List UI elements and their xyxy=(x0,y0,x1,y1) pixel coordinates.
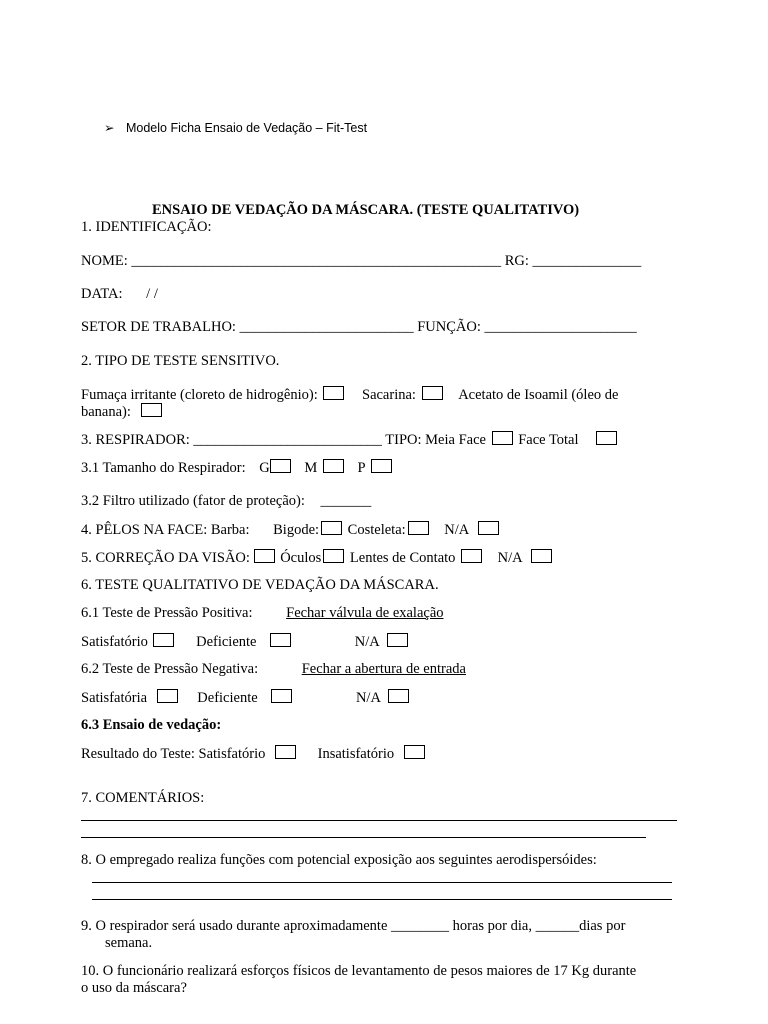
fumaca-label: Fumaça irritante (cloreto de hidrogênio): xyxy=(81,387,318,403)
face-total-checkbox[interactable] xyxy=(596,431,617,445)
section-2-heading: 2. TIPO DE TESTE SENSITIVO. xyxy=(81,353,280,369)
respirador-field[interactable]: __________________________ xyxy=(193,432,382,448)
face-total-label: Face Total xyxy=(518,432,579,448)
acetato-checkbox[interactable] xyxy=(141,403,162,417)
insatisfatorio-label: Insatisfatório xyxy=(317,746,395,762)
comentarios-line-2[interactable] xyxy=(81,837,646,838)
meia-face-checkbox[interactable] xyxy=(492,431,513,445)
tipo-label: TIPO: xyxy=(385,432,422,448)
sacarina-checkbox[interactable] xyxy=(422,386,443,400)
visao-na-label: N/A xyxy=(497,550,522,566)
nome-field[interactable]: ___________________________________________________ xyxy=(131,253,502,269)
section-6-heading: 6. TESTE QUALITATIVO DE VEDAÇÃO DA MÁSCARA. xyxy=(81,577,439,593)
respirador-label: 3. RESPIRADOR: xyxy=(81,432,190,448)
section-7-heading: 7. COMENTÁRIOS: xyxy=(81,790,205,806)
sacarina-label: Sacarina: xyxy=(362,387,416,403)
sensitive-row-2 xyxy=(81,403,164,421)
lentes-extra-checkbox[interactable] xyxy=(461,549,482,563)
section-9-line-1: 9. O respirador será usado durante aproximadamente ________ horas por dia, ______dias por xyxy=(81,918,626,934)
resultado-61-row xyxy=(81,633,410,651)
na-61-checkbox[interactable] xyxy=(387,633,408,647)
resultado-62-row xyxy=(81,689,411,707)
insatisfatorio-checkbox[interactable] xyxy=(404,745,425,759)
funcao-label: FUNÇÃO: xyxy=(417,319,481,335)
size-p-label: P xyxy=(357,460,366,476)
fechar-abertura-text: Fechar a abertura de entrada xyxy=(301,661,466,677)
lentes-checkbox[interactable] xyxy=(323,549,344,563)
section-9-line-2: semana. xyxy=(105,935,153,951)
header-text: Modelo Ficha Ensaio de Vedação – Fit-Test xyxy=(125,121,368,135)
deficiente-62-label: Deficiente xyxy=(197,690,258,706)
meia-face-label: Meia Face xyxy=(425,432,486,448)
setor-row xyxy=(81,319,637,336)
filtro-field[interactable]: _______ xyxy=(320,493,372,509)
visao-label: 5. CORREÇÃO DA VISÃO: xyxy=(81,550,250,566)
banana-label: banana): xyxy=(81,404,131,420)
size-m-label: M xyxy=(304,460,318,476)
pelos-na-checkbox[interactable] xyxy=(478,521,499,535)
pressao-positiva-label: 6.1 Teste de Pressão Positiva: xyxy=(81,605,253,621)
pressao-negativa-row xyxy=(81,661,466,678)
size-p-checkbox[interactable] xyxy=(371,459,392,473)
resultado-teste-row xyxy=(81,745,427,763)
resultado-satisfatorio-label: Resultado do Teste: Satisfatório xyxy=(81,746,266,762)
oculos-label: Óculos xyxy=(280,550,322,566)
satisfatoria-62-label: Satisfatória xyxy=(81,690,148,706)
aerodispersoides-line-1[interactable] xyxy=(92,882,672,883)
visao-na-checkbox[interactable] xyxy=(531,549,552,563)
respirador-row xyxy=(81,431,619,449)
satisfatoria-62-checkbox[interactable] xyxy=(157,689,178,703)
pressao-negativa-label: 6.2 Teste de Pressão Negativa: xyxy=(81,661,259,677)
aerodispersoides-line-2[interactable] xyxy=(92,899,672,900)
rg-label: RG: xyxy=(504,253,529,269)
size-m-checkbox[interactable] xyxy=(323,459,344,473)
setor-field[interactable]: ________________________ xyxy=(239,319,414,335)
na-62-checkbox[interactable] xyxy=(388,689,409,703)
na-61-label: N/A xyxy=(354,634,379,650)
deficiente-61-checkbox[interactable] xyxy=(270,633,291,647)
pelos-row xyxy=(81,521,501,539)
costeleta-checkbox[interactable] xyxy=(408,521,429,535)
bigode-label: Bigode: xyxy=(273,522,320,538)
funcao-field[interactable]: _____________________ xyxy=(484,319,637,335)
na-62-label: N/A xyxy=(355,690,381,706)
acetato-label: Acetato de Isoamil (óleo de xyxy=(458,387,619,403)
data-row xyxy=(81,286,158,303)
header-line xyxy=(104,120,367,135)
satisfatorio-61-checkbox[interactable] xyxy=(153,633,174,647)
tamanho-row xyxy=(81,459,394,477)
fechar-valvula-text: Fechar válvula de exalação xyxy=(286,605,444,621)
ensaio-vedacao-heading: 6.3 Ensaio de vedação: xyxy=(81,717,222,733)
costeleta-label: Costeleta: xyxy=(347,522,406,538)
data-field[interactable]: / / xyxy=(146,286,158,302)
size-g-label: G xyxy=(259,460,270,476)
section-10-line-2: o uso da máscara? xyxy=(81,980,187,996)
lentes-label: Lentes de Contato xyxy=(349,550,456,566)
rg-field[interactable]: _______________ xyxy=(532,253,642,269)
setor-label: SETOR DE TRABALHO: xyxy=(81,319,236,335)
pelos-label: 4. PÊLOS NA FACE: Barba: xyxy=(81,522,250,538)
comentarios-line-1[interactable] xyxy=(81,820,677,821)
deficiente-61-label: Deficiente xyxy=(196,634,257,650)
pressao-positiva-row xyxy=(81,605,444,622)
resultado-satisfatorio-checkbox[interactable] xyxy=(275,745,296,759)
fumaca-checkbox[interactable] xyxy=(323,386,344,400)
size-g-checkbox[interactable] xyxy=(270,459,291,473)
section-1-heading: 1. IDENTIFICAÇÃO: xyxy=(81,219,212,235)
data-label: DATA: xyxy=(81,286,123,302)
filtro-label: 3.2 Filtro utilizado (fator de proteção): xyxy=(81,493,305,509)
nome-row xyxy=(81,253,641,270)
deficiente-62-checkbox[interactable] xyxy=(271,689,292,703)
nome-label: NOME: xyxy=(81,253,128,269)
oculos-checkbox[interactable] xyxy=(254,549,275,563)
visao-row xyxy=(81,549,554,567)
sensitive-row-1 xyxy=(81,386,618,404)
section-10-line-1: 10. O funcionário realizará esforços físicos de levantamento de pesos maiores de 17 Kg durante xyxy=(81,963,637,979)
filtro-row xyxy=(81,493,371,510)
form-title: ENSAIO DE VEDAÇÃO DA MÁSCARA. (TESTE QUALITATIVO) xyxy=(152,202,580,218)
bigode-checkbox[interactable] xyxy=(321,521,342,535)
section-8-text: 8. O empregado realiza funções com potencial exposição aos seguintes aerodispersóides: xyxy=(81,852,597,868)
pelos-na-label: N/A xyxy=(444,522,469,538)
bullet-arrow-icon: ➢ xyxy=(104,121,115,135)
tamanho-label: 3.1 Tamanho do Respirador: xyxy=(81,460,246,476)
satisfatorio-61-label: Satisfatório xyxy=(81,634,148,650)
